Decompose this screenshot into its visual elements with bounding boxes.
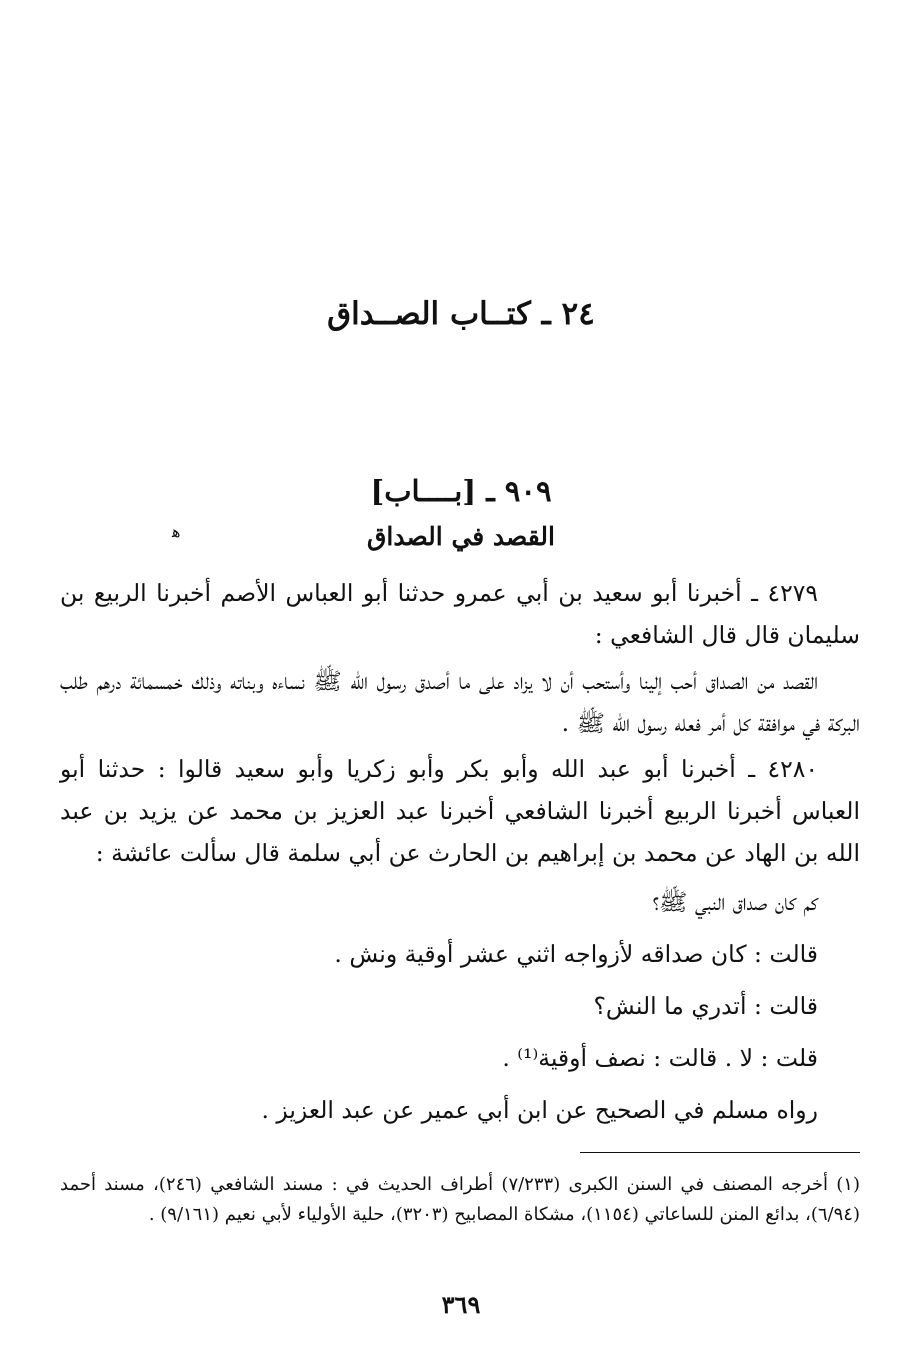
hadith-paragraph-4279: ٤٢٧٩ ـ أخبرنا أبو سعيد بن أبي عمرو حدثنا أبو العباس الأصم أخبرنا الربيع بن سليمان قال قال الشافعي : <box>60 579 860 649</box>
dialogue-line: قالت : أتدري ما النش؟ <box>593 992 818 1020</box>
shafii-quote-paragraph: القصد من الصداق أحب إلينا وأستحب أن لا يزاد على ما أصدق رسول الله ﷺ نساءه وبناته وذلك خمسمائة درهم طلب البركة في موافقة كل أمر فعله رسول الله ﷺ . <box>60 667 860 737</box>
chapter-subtitle: القصد في الصداق <box>367 522 555 551</box>
page-number: ٣٦٩ <box>441 1290 481 1319</box>
dialogue-line: قالت : كان صداقه لأزواجه اثني عشر أوقية ونش . <box>334 940 818 968</box>
margin-mark: ﻫ <box>172 522 181 541</box>
footnotes <box>60 1170 860 1230</box>
dialogue-line: كم كان صداق النبي ﷺ؟ <box>652 888 818 916</box>
footnote-1: (١) أخرجه المصنف في السنن الكبرى (٧/٢٣٣) أطراف الحديث في : مسند الشافعي (٢٤٦)، مسند أحمد (٦/٩٤)، بدائع المنن للساعاتي (١١٥٤)، مشكاة المصابيح (٣٢٠٣)، حلية الأولياء لأبي نعيم (٩/١٦١) . <box>60 1174 860 1225</box>
book-title: ٢٤ ـ كتــاب الصــداق <box>327 296 595 332</box>
dialogue-line: قلت : لا . قالت : نصف أوقية⁽¹⁾ . <box>502 1044 818 1072</box>
footnote-divider <box>580 1152 860 1153</box>
hadith-paragraph-4280: ٤٢٨٠ ـ أخبرنا أبو عبد الله وأبو بكر وأبو زكريا وأبو سعيد قالوا : حدثنا أبو العباس أخبرنا الربيع أخبرنا الشافعي أخبرنا عبد العزيز بن محمد عن يزيد بن عبد الله بن الهاد عن محمد بن إبراهيم بن الحارث عن أبي سلمة قال سألت عائشة : <box>60 755 860 867</box>
chapter-heading: ٩٠٩ ـ [بــــاب] <box>370 474 552 508</box>
body-text <box>60 572 860 1138</box>
narration-source-line: رواه مسلم في الصحيح عن ابن أبي عمير عن عبد العزيز . <box>261 1096 818 1124</box>
